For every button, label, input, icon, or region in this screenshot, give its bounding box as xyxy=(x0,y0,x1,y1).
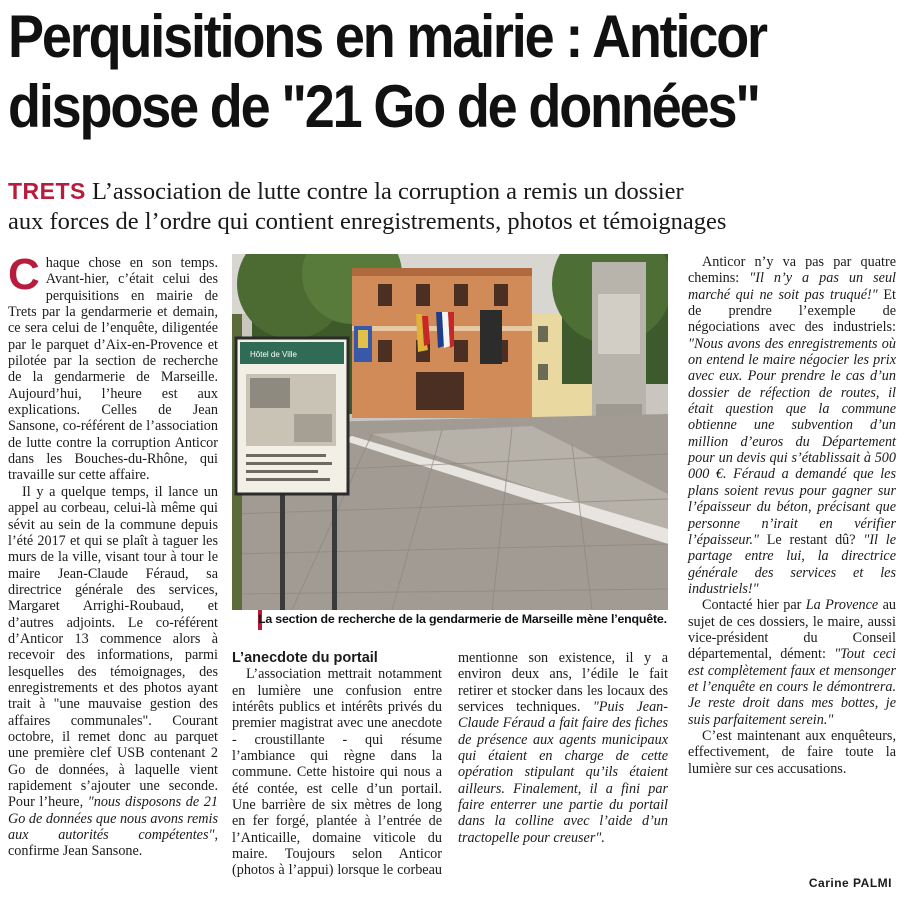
article-column-4 xyxy=(688,254,896,777)
paragraph-3 xyxy=(232,650,668,882)
article-columns-2-3 xyxy=(232,650,668,882)
paragraph-4-text-a: Anticor n’y va pas par quatre chemins: xyxy=(688,254,896,287)
sign-title: Hôtel de Ville xyxy=(250,350,297,359)
author-signature: Carine PALMI xyxy=(808,876,892,890)
subhead-portail: L’anecdote du portail xyxy=(232,650,378,666)
headline-line-2: dispose de "21 Go de données" xyxy=(8,73,759,140)
paragraph-6: C’est maintenant aux enquêteurs, effectivement, de faire toute la lumière sur ces accusations. xyxy=(688,727,896,777)
standfirst-line-2: aux forces de l’ordre qui contient enregistrements, photos et témoignages xyxy=(8,208,727,235)
paragraph-4-quote-2: "Nous avons des enregistrements où on entend le maire négocier les prix avec eux. Pour prendre le cas d’un dossier de réfection de routes, il était question que la commune obtienne une subvention d’un million d’euros du Département pour un devis qui s’établissait à 500 000 €. Féraud a demandé que les plans soient revus pour gagner sur l’épaisseur du béton, précisant que personne n’irait en vérifier l’épaisseur." xyxy=(688,335,896,548)
photo-caption: La section de recherche de la gendarmerie de Marseille mène l’enquête. xyxy=(258,612,667,626)
paragraph-4-quote-3: "Il le partage entre lui, la directrice générale des services et les industriels!" xyxy=(688,531,896,597)
publication-name: La Provence xyxy=(805,597,879,614)
paragraph-5-quote: "Tout ceci est complètement faux et mensonger et l’enquête en cours le démontrera. Je reste droit dans mes bottes, je suis parfaitement serein." xyxy=(688,646,896,728)
paragraph-1-text: haque chose en son temps. Avant-hier, c’était celui des perquisitions en mairie de Trets par la gendarmerie et demain, ce sera celui de l’enquête, diligentée par le parquet d’Aix-en-Provence et pilotée par la section de recherche de la gendarmerie de Marseille. Aujourd’hui, l’heure est aux explications. Celles de Jean Sansone, co-référent de l’association de lutte contre la corruption Anticor dans les Bouches-du-Rhône, qui travaille sur cette affaire. xyxy=(8,255,218,484)
paragraph-4 xyxy=(688,254,896,597)
location-kicker: TRETS xyxy=(8,178,86,204)
paragraph-2 xyxy=(8,484,218,860)
headline-line-1: Perquisitions en mairie : Anticor xyxy=(8,3,766,70)
article-column-1 xyxy=(8,250,218,860)
paragraph-4-text-c: Le restant dû? xyxy=(758,531,864,548)
paragraph-4-quote-1: "Il n’y a pas un seul marché qui ne soit pas truqué!" xyxy=(688,270,896,303)
paragraph-5 xyxy=(688,597,896,728)
standfirst xyxy=(8,176,888,237)
paragraph-2-quote: "nous disposons de 21 Go de données que nous avons remis aux autorités compétentes" xyxy=(8,794,218,844)
paragraph-1 xyxy=(8,250,218,484)
paragraph-2-text: Il y a quelque temps, il lance un appel au corbeau, celui-là même qui sévit au sein de la commune depuis l’été 2017 et qui se plaît à taguer les murs de la ville, visant tour à tour le maire Jean-Claude Féraud, sa directrice générale des services, Margaret Arrighi-Roubaud, et d’autres adjoints. Le co-référent d’Anticor 13 commence alors à recevoir des informations, parmi lesquelles des témoignages, des enregistrements et des photos ayant trait à "une mauvaise gestion des affaires communales". Courant octobre, il remet donc au parquet une première clef USB contenant 2 Go de données, à laquelle vient rapidement s’ajouter une seconde. Pour l’heure, xyxy=(8,483,218,811)
headline xyxy=(8,2,805,142)
standfirst-line-1: L’association de lutte contre la corruption a remis un dossier xyxy=(92,178,684,205)
paragraph-5-text-b: au sujet de ces dossiers, le maire, aussi vice-président du Conseil départemental, dément: xyxy=(688,597,896,663)
drop-cap: C xyxy=(8,250,40,299)
paragraph-4-text-b: Et de prendre l’exemple de négociations avec des industriels: xyxy=(688,286,896,336)
paragraph-3-text: L’association mettrait notamment en lumière une confusion entre intérêts publics et intérêts privés du premier magistrat avec une anecdote - croustillante - qui résume l’ambiance qui règne dans la commune. Cette histoire qui nous a été contée, est celle d’un portail. Une barrière de six mètres de long en fer forgé, plantée à l’entrée de l’Anticaille, domaine viticole du maire. Toujours selon Anticor (photos à l’appui) lorsque le corbeau mentionne son existence, il y a environ deux ans, l’édile le fait retirer et stocker dans les locaux des services techniques. xyxy=(232,650,668,879)
town-hall-photo xyxy=(232,254,668,610)
paragraph-5-text-a: Contacté hier par xyxy=(702,597,806,614)
article-photo xyxy=(232,254,668,610)
paragraph-3-quote: "Puis Jean-Claude Féraud a fait faire des fiches de présence aux agents municipaux qui étaient en charge de cette opération stipulant qu’ils étaient ailleurs. Finalement, il a fini par faire enterrer une partie du portail dans la colline avec l’aide d’un tractopelle pour creuser". xyxy=(458,699,668,846)
paragraph-2-end: , confirme Jean Sansone. xyxy=(8,827,218,860)
